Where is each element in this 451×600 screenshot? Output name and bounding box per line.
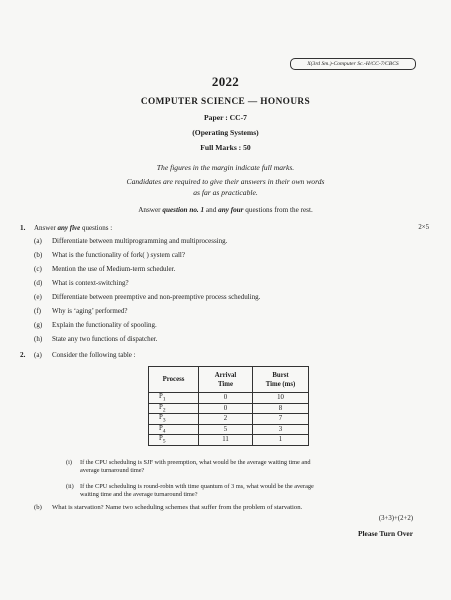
part-b-label: (b): [34, 504, 42, 511]
burst-cell: 8: [253, 403, 309, 414]
column-header-process: Process: [149, 367, 199, 393]
burst-cell: 1: [253, 435, 309, 446]
question-2-marks: (3+3)+(2+2): [378, 515, 413, 522]
q1-intro-text: questions :: [80, 224, 113, 232]
list-item: [34, 307, 127, 315]
instruction-bold-1: question no. 1: [162, 206, 205, 214]
option-letter: (e): [34, 293, 42, 301]
arrival-cell: 0: [199, 403, 253, 414]
option-letter: (c): [34, 265, 42, 273]
option-letter: (b): [34, 251, 43, 259]
option-text: Mention the use of Medium-term scheduler.: [52, 265, 176, 273]
arrival-cell: 5: [199, 424, 253, 435]
burst-cell: 10: [253, 393, 309, 404]
list-item: [34, 251, 185, 259]
option-text: Differentiate between preemptive and non-preemptive process scheduling.: [52, 293, 261, 301]
column-header-arrival: Arrival Time: [199, 367, 253, 393]
option-text: What is context-switching?: [52, 279, 129, 287]
turn-over-note: Please Turn Over: [357, 529, 413, 538]
paper-number: Paper : CC-7: [204, 113, 247, 122]
question-1-intro: [34, 224, 112, 232]
option-text: What is the functionality of fork( ) system call?: [52, 251, 185, 259]
option-text: State any two functions of dispatcher.: [52, 335, 158, 343]
question-1-number: 1.: [20, 224, 26, 232]
list-item: [34, 321, 157, 329]
sub-i-line-1: If the CPU scheduling is SJF with preemption, what would be the average waiting time and: [80, 459, 311, 466]
instruction-text: questions from the rest.: [243, 206, 313, 214]
arrival-cell: 2: [199, 414, 253, 425]
sub-ii-label: (ii): [66, 483, 74, 490]
process-table: [148, 366, 309, 446]
question-2-number: 2.: [20, 351, 26, 359]
arrival-cell: 0: [199, 393, 253, 404]
exam-subject: COMPUTER SCIENCE — HONOURS: [140, 97, 311, 107]
course-title: (Operating Systems): [192, 128, 259, 137]
table-row: [149, 414, 309, 425]
table-row: [149, 393, 309, 404]
burst-cell: 7: [253, 414, 309, 425]
table-row: [149, 403, 309, 414]
option-letter: (d): [34, 279, 43, 287]
part-b-text: What is starvation? Name two scheduling schemes that suffer from the problem of starvation.: [52, 504, 303, 511]
list-item: [34, 335, 157, 343]
instruction-text: Answer: [138, 206, 163, 214]
part-a-text: Consider the following table :: [52, 351, 136, 359]
own-words-note: Candidates are required to give their answers in their own words: [126, 177, 325, 186]
question-1-marks: 2×5: [418, 224, 429, 231]
answer-instruction: [0, 206, 451, 214]
burst-cell: 3: [253, 424, 309, 435]
arrival-cell: 11: [199, 435, 253, 446]
sub-question-i: [66, 459, 311, 466]
process-cell: $P_2$: [149, 403, 199, 414]
list-item: [34, 265, 175, 273]
q1-intro-bold: any five: [57, 224, 81, 232]
question-2b: [34, 504, 302, 511]
list-item: [34, 293, 260, 301]
exam-year: 2022: [211, 74, 240, 89]
option-letter: (h): [34, 335, 43, 343]
table-header-row: [149, 367, 309, 393]
option-text: Why is ‘aging’ performed?: [52, 307, 128, 315]
paper-code: X(3rd Sm.)-Computer Sc.-H/CC-7/CBCS: [307, 61, 399, 67]
q1-intro-text: Answer: [34, 224, 58, 232]
sub-question-ii: [66, 483, 314, 490]
list-item: [34, 279, 129, 287]
process-cell: $P_3$: [149, 414, 199, 425]
instruction-bold-2: any four: [218, 206, 244, 214]
sub-ii-line-2: waiting time and the average turnaround time?: [80, 491, 198, 498]
sub-ii-line-1: If the CPU scheduling is round-robin with time quantum of 3 ms, what would be the average: [80, 483, 314, 490]
part-a-label: (a): [34, 351, 42, 359]
own-words-note-cont: as far as practicable.: [193, 188, 258, 197]
option-letter: (a): [34, 237, 42, 245]
table-row: [149, 435, 309, 446]
instruction-text: and: [204, 206, 219, 214]
margin-note: The figures in the margin indicate full marks.: [156, 163, 295, 172]
full-marks: Full Marks : 50: [200, 143, 251, 152]
sub-i-label: (i): [66, 459, 72, 466]
process-cell: $P_5$: [149, 435, 199, 446]
question-2a: [34, 351, 136, 359]
sub-i-line-2: average turnaround time?: [80, 467, 145, 474]
option-letter: (g): [34, 321, 43, 329]
list-item: [34, 237, 227, 245]
process-cell: $P_4$: [149, 424, 199, 435]
paper-code-box: [290, 58, 416, 70]
option-text: Explain the functionality of spooling.: [52, 321, 157, 329]
option-text: Differentiate between multiprogramming and multiprocessing.: [52, 237, 228, 245]
option-letter: (f): [34, 307, 41, 315]
column-header-burst: Burst Time (ms): [253, 367, 309, 393]
table-row: [149, 424, 309, 435]
process-cell: $P_1$: [149, 393, 199, 404]
